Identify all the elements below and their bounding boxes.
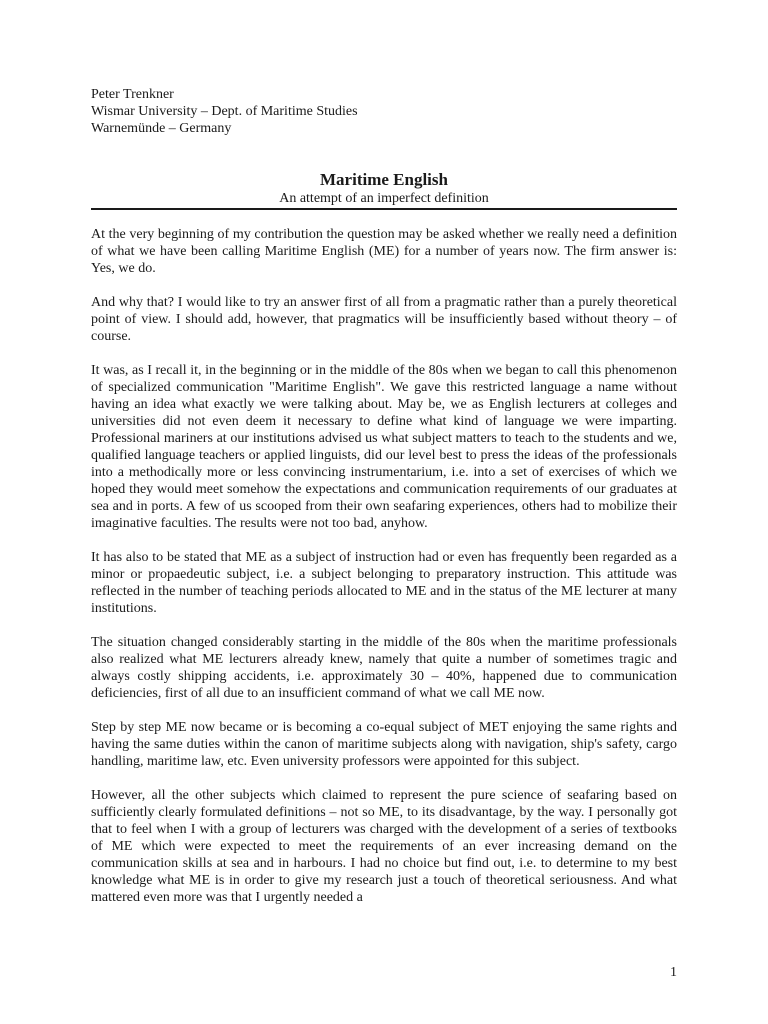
title-divider xyxy=(91,208,677,210)
author-location: Warnemünde – Germany xyxy=(91,121,232,136)
page-number: 1 xyxy=(670,965,677,980)
document-body xyxy=(91,226,677,923)
paragraph: Step by step ME now became or is becoming a co-equal subject of MET enjoying the same rights and having the same duties within the canon of maritime subjects along with navigation, ship's safety, cargo handling, maritime law, etc. Even university professors were appointed for this subject. xyxy=(91,720,677,769)
author-block xyxy=(91,86,358,137)
paragraph: However, all the other subjects which claimed to represent the pure science of seafaring based on sufficiently clearly formulated definitions – not so ME, to its disadvantage, by the way. I personally got that to feel when I with a group of lecturers was charged with the development of a series of textbooks of ME which were expected to meet the requirements of an ever increasing demand on the communication skills at sea and in harbours. I had no choice but find out, i.e. to determine to my best knowledge what ME is in order to give my research just a touch of theoretical seriousness. And what mattered even more was that I urgently needed a xyxy=(91,788,677,905)
paragraph: At the very beginning of my contribution the question may be asked whether we really need a definition of what we have been calling Maritime English (ME) for a number of years now. The firm answer is: Yes, we do. xyxy=(91,227,677,276)
author-name: Peter Trenkner xyxy=(91,87,174,102)
paragraph: The situation changed considerably starting in the middle of the 80s when the maritime professionals also realized what ME lecturers already knew, namely that quite a number of sometimes tragic and always costly shipping accidents, i.e. approximately 30 – 40%, happened due to communication deficiencies, first of all due to an insufficient command of what we call ME now. xyxy=(91,635,677,701)
document-subtitle: An attempt of an imperfect definition xyxy=(279,191,489,206)
author-affiliation: Wismar University – Dept. of Maritime Studies xyxy=(91,104,358,119)
paragraph: It was, as I recall it, in the beginning or in the middle of the 80s when we began to call this phenomenon of specialized communication "Maritime English". We gave this restricted language a name without having an idea what exactly we were talking about. May be, we as English lecturers at colleges and universities did not even deem it necessary to define what kind of language we were imparting. Professional mariners at our institutions advised us what subject matters to teach to the students and we, qualified language teachers or applied linguists, did our level best to press the ideas of the professionals into a methodically more or less convincing instrumentarium, i.e. into a set of exercises of which we hoped they would meet somehow the expectations and communication requirements of our graduates at sea and in ports. A few of us scooped from their own seafaring experiences, others had to mobilize their imaginative faculties. The results were not too bad, anyhow. xyxy=(91,363,677,531)
paragraph: It has also to be stated that ME as a subject of instruction had or even has frequently been regarded as a minor or propaedeutic subject, i.e. a subject belonging to preparatory instruction. This attitude was reflected in the number of teaching periods allocated to ME and in the status of the ME lecturer at many institutions. xyxy=(91,550,677,616)
document-title: Maritime English xyxy=(320,170,448,189)
paragraph: And why that? I would like to try an answer first of all from a pragmatic rather than a purely theoretical point of view. I should add, however, that pragmatics will be insufficiently based without theory – of course. xyxy=(91,295,677,344)
